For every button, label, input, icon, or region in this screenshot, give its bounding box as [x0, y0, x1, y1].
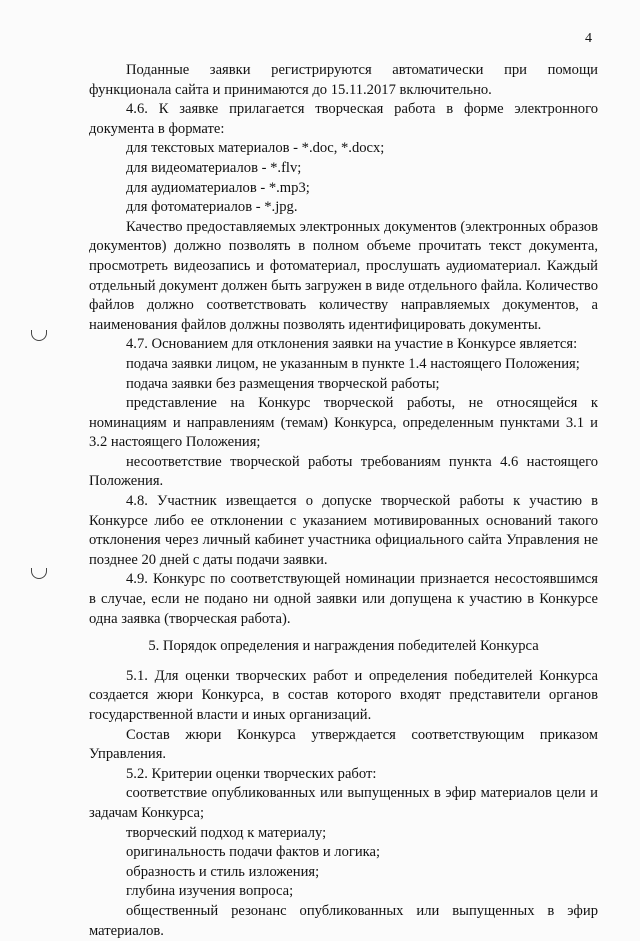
paragraph: 4.6. К заявке прилагается творческая работа в форме электронного документа в формате:: [89, 101, 598, 137]
list-item: творческий подход к материалу;: [126, 824, 327, 841]
paragraph: 5.2. Критерии оценки творческих работ:: [126, 765, 377, 782]
list-item: подача заявки без размещения творческой работы;: [126, 375, 440, 392]
page-number: 4: [585, 31, 592, 46]
paragraph: Поданные заявки регистрируются автоматически при помощи функционала сайта и принимаются до 15.11.2017 включительно.: [89, 62, 598, 98]
list-item: для аудиоматериалов - *.mp3;: [126, 179, 310, 196]
binder-hole-mark: [31, 568, 47, 579]
list-item: образность и стиль изложения;: [126, 863, 320, 880]
list-item: глубина изучения вопроса;: [126, 883, 294, 900]
list-item: общественный резонанс опубликованных или выпущенных в эфир материалов.: [89, 902, 598, 939]
paragraph: Качество предоставляемых электронных документов (электронных образов документов) должно позволять в полном объеме прочитать текст документа, просмотреть видеозапись и фотоматериал, прослушать аудиоматериал. Каждый отдельный документ должен быть загружен в виде отдельного файла. Количество файлов должно соответствовать количеству направляемых документов, а наименования файлов должны позволять идентифицировать документы.: [89, 218, 598, 333]
list-item: для фотоматериалов - *.jpg.: [126, 199, 298, 216]
list-item: представление на Конкурс творческой работы, не относящейся к номинациям и направлениям (темам) Конкурса, определенным пунктами 3.1 и 3.2 настоящего Положения;: [89, 395, 598, 451]
binder-hole-mark: [31, 330, 47, 341]
paragraph: 4.9. Конкурс по соответствующей номинации признается несостоявшимся в случае, если не подано ни одной заявки или допущена к участию в Конкурсе одна заявка (творческая работа).: [89, 571, 598, 627]
list-item: подача заявки лицом, не указанным в пункте 1.4 настоящего Положения;: [126, 355, 580, 372]
list-item: соответствие опубликованных или выпущенных в эфир материалов цели и задачам Конкурса;: [89, 785, 598, 821]
list-item: оригинальность подачи фактов и логика;: [126, 844, 381, 861]
document-body: [89, 61, 598, 941]
list-item: для текстовых материалов - *.doc, *.docx;: [126, 140, 385, 157]
list-item: для видеоматериалов - *.flv;: [126, 159, 302, 176]
paragraph: 4.7. Основанием для отклонения заявки на участие в Конкурсе является:: [126, 336, 578, 353]
paragraph: 5.1. Для оценки творческих работ и определения победителей Конкурса создается жюри Конкурса, в состав которого входят представители органов государственной власти и иных организаций.: [89, 667, 598, 723]
paragraph: Состав жюри Конкурса утверждается соответствующим приказом Управления.: [89, 726, 598, 763]
paragraph: 4.8. Участник извещается о допуске творческой работы к участию в Конкурсе либо ее отклонении с указанием мотивированных оснований такого отклонения через личный кабинет участника официального сайта Управления не позднее 20 дней с даты подачи заявки.: [89, 493, 598, 568]
list-item: несоответствие творческой работы требованиям пункта 4.6 настоящего Положения.: [89, 453, 598, 490]
section-heading: 5. Порядок определения и награждения победителей Конкурса: [148, 638, 539, 655]
